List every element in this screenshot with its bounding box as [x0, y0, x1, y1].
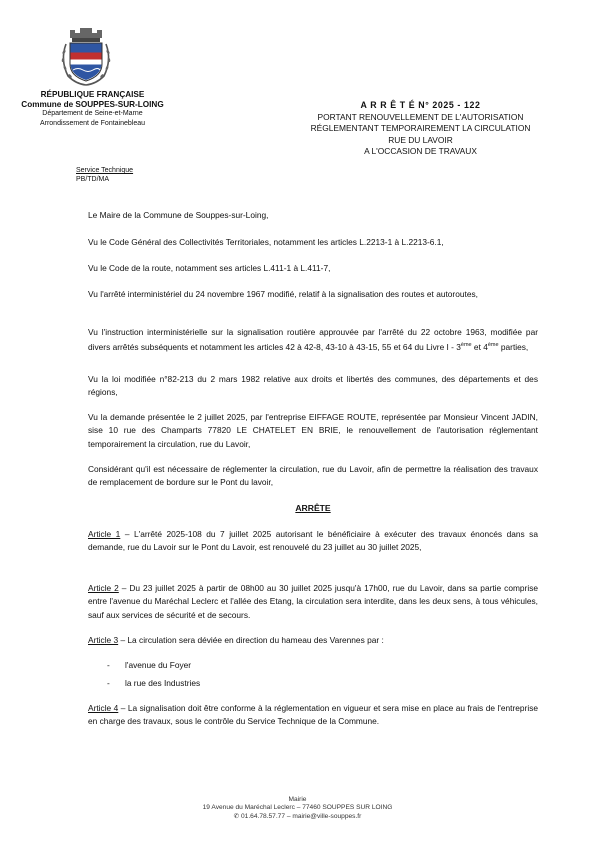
article-3: Article 3 – La circulation sera déviée en direction du hameau des Varennes par :: [88, 635, 384, 645]
article-label: Article 1: [88, 529, 121, 539]
decree-title-block: [298, 100, 543, 158]
article-label: Article 2: [88, 583, 119, 593]
commune-label: Commune de SOUPPES-SUR-LOING: [21, 99, 164, 109]
considering-paragraph: Considérant qu'il est nécessaire de réglementer la circulation, rue du Lavoir, afin de permettre la réalisation des travaux de remplacement de bordure sur le Pont du lavoir,: [88, 464, 538, 488]
article-2: Article 2 – Du 23 juillet 2025 à partir de 08h00 au 30 juillet 2025 jusqu'à 17h00, rue du Lavoir, dans sa partie comprise entre l'avenue du Maréchal Leclerc et l'allée des Etang, la circulation sera interdite, dans les deux sens, à tous véhicules, sauf aux services de sécurité et de secours.: [88, 583, 539, 620]
decree-title-line: PORTANT RENOUVELLEMENT DE L'AUTORISATION: [317, 111, 524, 122]
issuer-block: [10, 90, 175, 128]
mayor-line: Le Maire de la Commune de Souppes-sur-Loing,: [88, 210, 269, 220]
legal-basis-cgct: Vu le Code Général des Collectivités Territoriales, notamment les articles L.2213-1 à L.2213-6.1,: [88, 237, 444, 247]
decree-number: A R R Ê T É N° 2025 - 122: [360, 100, 481, 110]
article-1: Article 1 – L'arrêté 2025-108 du 7 juillet 2025 autorisant le bénéficiaire à exécuter des travaux énoncés dans sa demande, rue du Lavoir sur le Pont du Lavoir, est renouvelé du 23 juillet au 30 juillet 2025,: [88, 529, 538, 553]
legal-basis-1967: Vu l'arrêté interministériel du 24 novembre 1967 modifié, relatif à la signalisation des routes et autoroutes,: [88, 289, 478, 299]
republic-label: RÉPUBLIQUE FRANÇAISE: [40, 90, 145, 99]
department-label: Département de Seine-et-Marne: [42, 110, 143, 117]
footer: [160, 796, 435, 821]
request-paragraph: Vu la demande présentée le 2 juillet 2025, par l'entreprise EIFFAGE ROUTE, représentée par Monsieur Vincent JADIN, sise 10 rue des Champarts 77820 LE CHATELET EN BRIE, le renouvellement de l'autorisation réglementant temporairement la circulation, rue du Lavoir,: [88, 412, 538, 449]
footer-contact: ✆ 01.64.78.57.77 – mairie@ville-souppes.fr: [233, 812, 362, 820]
article-label: Article 4: [88, 703, 119, 713]
article-4: Article 4 – La signalisation doit être conforme à la réglementation en vigueur et sera mise en place au frais de l'entreprise en charge des travaux, sous le contrôle du Service Technique de la Commune.: [88, 703, 539, 727]
coat-of-arms-icon: [58, 26, 114, 88]
arrondissement-label: Arrondissement de Fontainebleau: [39, 119, 146, 127]
arrete-heading: ARRÊTE: [295, 503, 331, 513]
legal-basis-1982: Vu la loi modifiée n°82-213 du 2 mars 1982 relative aux droits et libertés des communes, des départements et des régions,: [88, 374, 538, 398]
list-item: - la rue des Industries: [107, 678, 201, 688]
list-item: - l'avenue du Foyer: [107, 660, 192, 670]
footer-title: Mairie: [288, 796, 307, 803]
service-block: [76, 166, 133, 184]
decree-title-line: RUE DU LAVOIR: [388, 134, 453, 145]
article-label: Article 3: [88, 635, 119, 645]
decree-title-line: A L'OCCASION DE TRAVAUX: [364, 146, 477, 156]
service-ref: PB/TD/MA: [76, 176, 110, 183]
legal-basis-instruction: Vu l'instruction interministérielle sur la signalisation routière approuvée par l'arrêté du 22 octobre 1963, modifiée par divers arrêtés subséquents et notamment les articles 42 à 42-8, 43-10 à 43-15, 55 et 64 du Livre I - 3ème et 4ème parties,: [88, 327, 538, 353]
decree-title-line: RÉGLEMENTANT TEMPORAIREMENT LA CIRCULATION: [310, 123, 531, 133]
footer-address: 19 Avenue du Maréchal Leclerc – 77460 SOUPPES SUR LOING: [202, 804, 393, 812]
legal-basis-road-code: Vu le Code de la route, notamment ses articles L.411-1 à L.411-7,: [88, 263, 331, 273]
service-name: Service Technique: [76, 167, 134, 174]
